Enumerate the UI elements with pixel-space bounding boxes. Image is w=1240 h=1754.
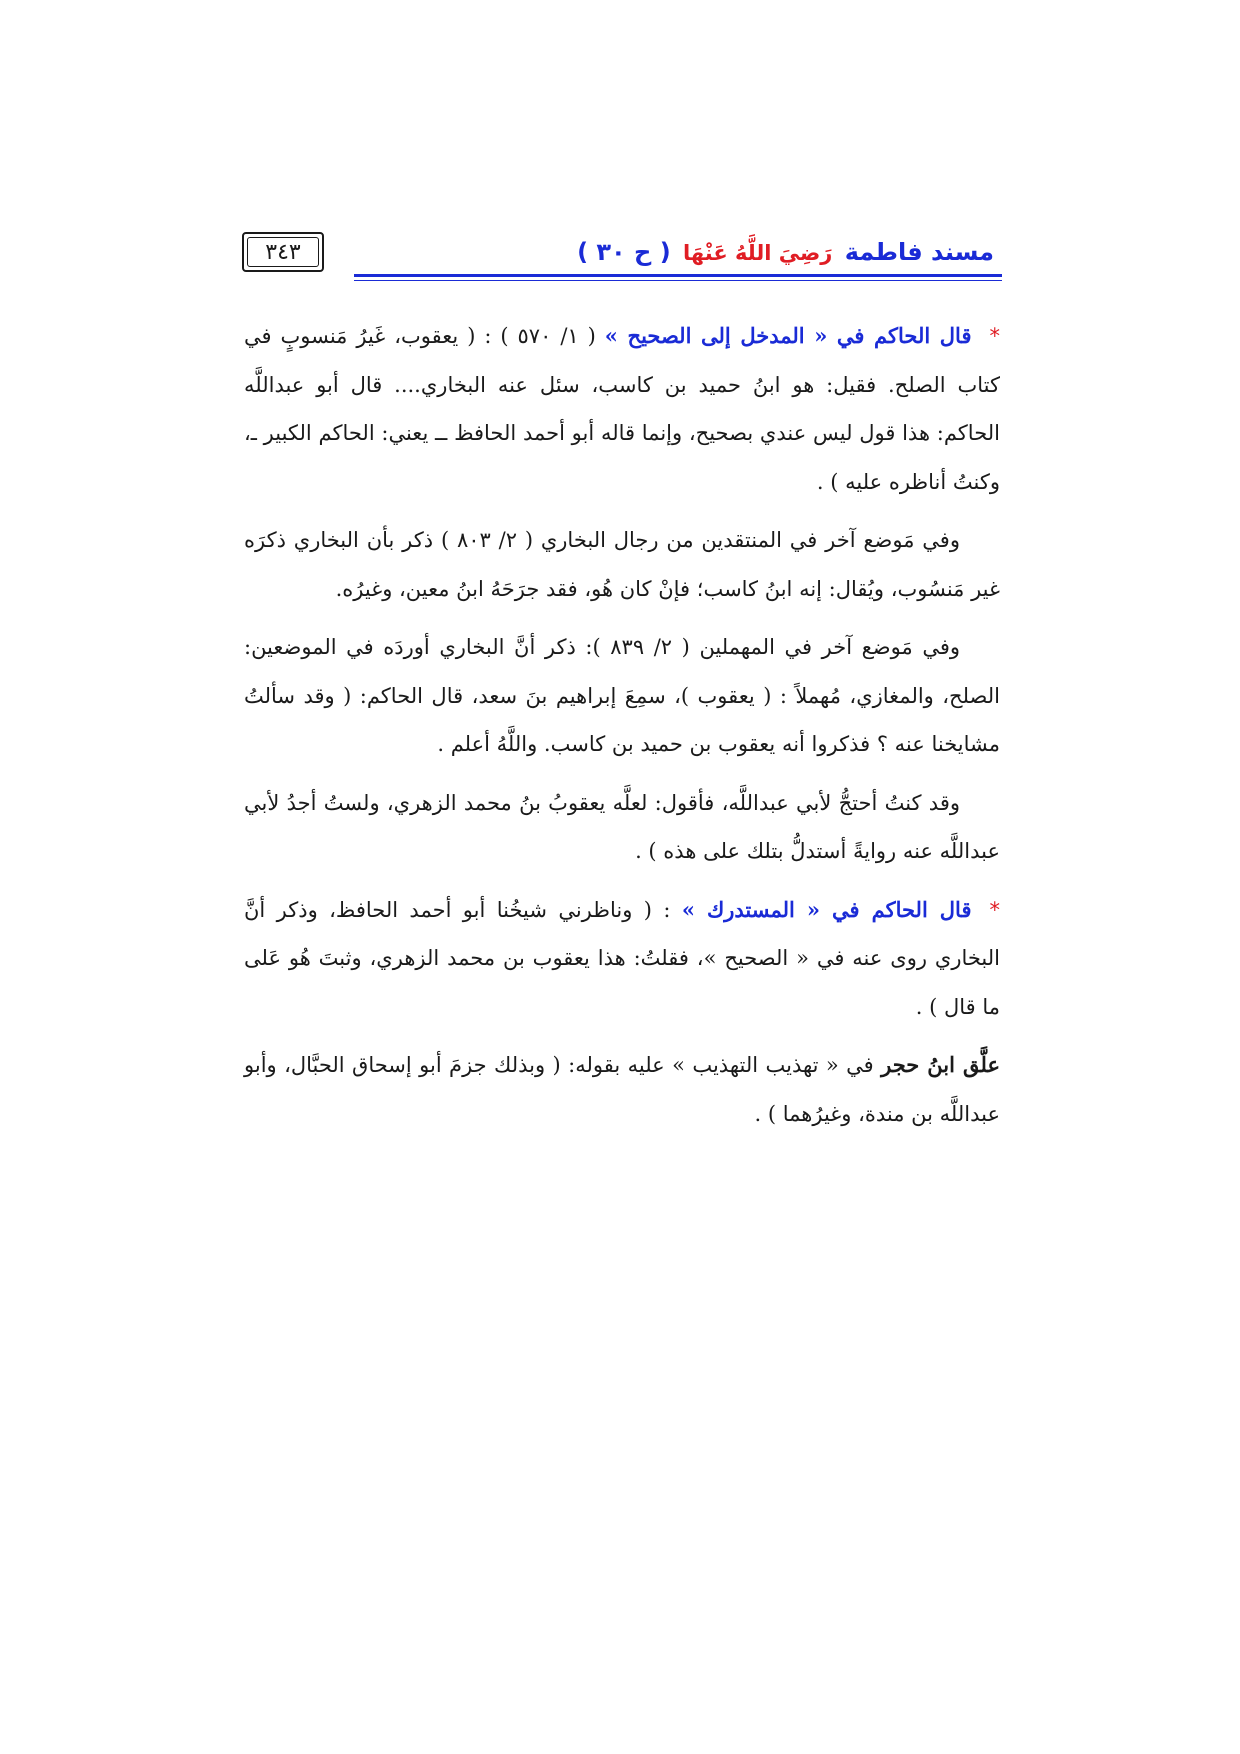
commentary-heading: علَّق ابنُ حجر bbox=[881, 1052, 1000, 1077]
running-title bbox=[577, 232, 994, 273]
paragraph-text: ( ١/ ٥٧٠ ) : ( يعقوب، غَيرُ مَنسوبٍ في كتاب الصلح. فقيل: هو ابنُ حميد بن كاسب، سئل عنه البخاري.... قال أبو عبداللَّه الحاكم: هذا قول ليس عندي بصحيح، وإنما قاله أبو أحمد الحافظ ــ يعني: الحاكم الكبير ـ، وكنتُ أناظره عليه ) . bbox=[244, 324, 1000, 494]
page-number: ٣٤٣ bbox=[265, 239, 301, 265]
paragraph-text: وقد كنتُ أحتجُّ لأبي عبداللَّه، فأقول: لعلَّه يعقوبُ بنُ محمد الزهري، ولستُ أجدُ لأبي عبداللَّه عنه روايةً أستدلُّ بتلك على هذه ) . bbox=[244, 790, 1000, 863]
paragraph-4 bbox=[244, 779, 1000, 876]
paragraph-1 bbox=[244, 312, 1000, 506]
paragraph-2 bbox=[244, 516, 1000, 613]
honorific-calligraphy: رَضِيَ اللَّهُ عَنْهَا bbox=[683, 241, 833, 265]
page-header bbox=[242, 232, 1002, 276]
star-bullet-icon: * bbox=[989, 897, 1000, 922]
running-title-name: مسند فاطمة bbox=[844, 238, 994, 266]
paragraph-text: وفي مَوضع آخر في المهملين ( ٢/ ٨٣٩ ): ذكر أنَّ البخاري أوردَه في الموضعين: الصلح، والمغازي، مُهملاً : ( يعقوب )، سمِعَ إبراهيم بنَ سعد، قال الحاكم: ( وقد سألتُ مشايخنا عنه ؟ فذكروا أنه يعقوب بن حميد بن كاسب. واللَّهُ أعلم . bbox=[244, 635, 1000, 756]
paragraph-text: في « تهذيب التهذيب » عليه بقوله: ( وبذلك جزمَ أبو إسحاق الحبَّال، وأبو عبداللَّه بن مندة، وغيرُهما ) . bbox=[244, 1053, 1000, 1126]
source-heading: قال الحاكم في « المدخل إلى الصحيح » bbox=[604, 323, 972, 348]
paragraph-5 bbox=[244, 886, 1000, 1032]
page-body bbox=[244, 312, 1000, 1148]
page-number-box bbox=[242, 232, 324, 272]
paragraph-3 bbox=[244, 623, 1000, 769]
paragraph-6 bbox=[244, 1041, 1000, 1138]
paragraph-text: : ( وناظرني شيخُنا أبو أحمد الحافظ، وذكر أنَّ البخاري روى عنه في « الصحيح »، فقلتُ: هذا يعقوب بن محمد الزهري، وثبتَ هُو عَلى ما قال ) . bbox=[244, 897, 1000, 1019]
star-bullet-icon: * bbox=[989, 324, 1000, 348]
header-rule bbox=[354, 274, 1002, 277]
header-rule-thin bbox=[354, 280, 1002, 281]
paragraph-text: وفي مَوضع آخر في المنتقدين من رجال البخاري ( ٢/ ٨٠٣ ) ذكر بأن البخاري ذكرَه غير مَنسُوب، ويُقال: إنه ابنُ كاسب؛ فإنْ كان هُو، فقد جرَحَهُ ابنُ معين، وغيرُه. bbox=[244, 528, 1000, 601]
source-heading: قال الحاكم في « المستدرك » bbox=[681, 896, 972, 922]
hadith-number: ( ح ٣٠ ) bbox=[577, 238, 671, 266]
